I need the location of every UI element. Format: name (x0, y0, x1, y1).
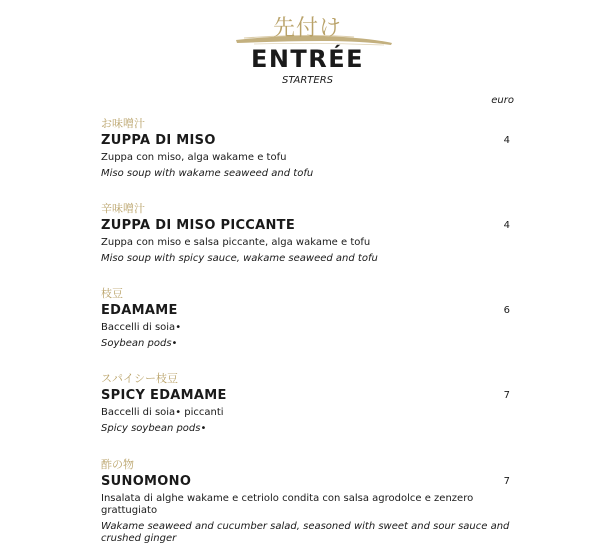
section-title: ENTRÉE (250, 45, 365, 73)
item-description-italian: Baccelli di soia• (101, 322, 182, 333)
item-price: 7 (503, 476, 510, 487)
item-japanese-name: お味噌汁 (101, 117, 145, 130)
item-name: SUNOMONO (101, 474, 192, 489)
menu-item (101, 286, 515, 350)
item-japanese-name: 酢の物 (101, 458, 134, 471)
item-price: 4 (503, 220, 510, 231)
menu-header (0, 0, 615, 95)
item-description-english: Miso soup with spicy sauce, wakame seaweed and tofu (101, 253, 378, 264)
item-price: 6 (503, 305, 510, 316)
menu-item (101, 371, 515, 435)
item-description-italian: Insalata di alghe wakame e cetriolo condita con salsa agrodolce e zenzero grattugiato (101, 493, 474, 516)
item-description-english: Soybean pods• (101, 338, 178, 349)
item-name: SPICY EDAMAME (101, 388, 227, 403)
item-name: EDAMAME (101, 303, 178, 318)
item-name: ZUPPA DI MISO (101, 133, 216, 148)
item-japanese-name: スパイシー枝豆 (101, 372, 178, 385)
item-description-english: Spicy soybean pods• (101, 423, 207, 434)
item-description-italian: Zuppa con miso, alga wakame e tofu (101, 152, 287, 163)
section-subtitle: STARTERS (281, 75, 334, 86)
menu-item (101, 116, 515, 180)
menu-item (101, 457, 515, 545)
japanese-section-title: 先付け (272, 16, 342, 41)
item-description-italian: Baccelli di soia• piccanti (101, 407, 224, 418)
item-japanese-name: 辛味噌汁 (101, 202, 145, 215)
item-price: 7 (503, 390, 510, 401)
item-name: ZUPPA DI MISO PICCANTE (101, 218, 296, 233)
menu-item (101, 201, 515, 265)
item-description-english: Wakame seaweed and cucumber salad, seasoned with sweet and sour sauce and crushed ginger (101, 521, 510, 544)
currency-label: euro (491, 95, 514, 106)
item-description-italian: Zuppa con miso e salsa piccante, alga wakame e tofu (101, 237, 371, 248)
item-japanese-name: 枝豆 (101, 287, 123, 300)
item-description-english: Miso soup with wakame seaweed and tofu (101, 168, 314, 179)
item-price: 4 (503, 135, 510, 146)
